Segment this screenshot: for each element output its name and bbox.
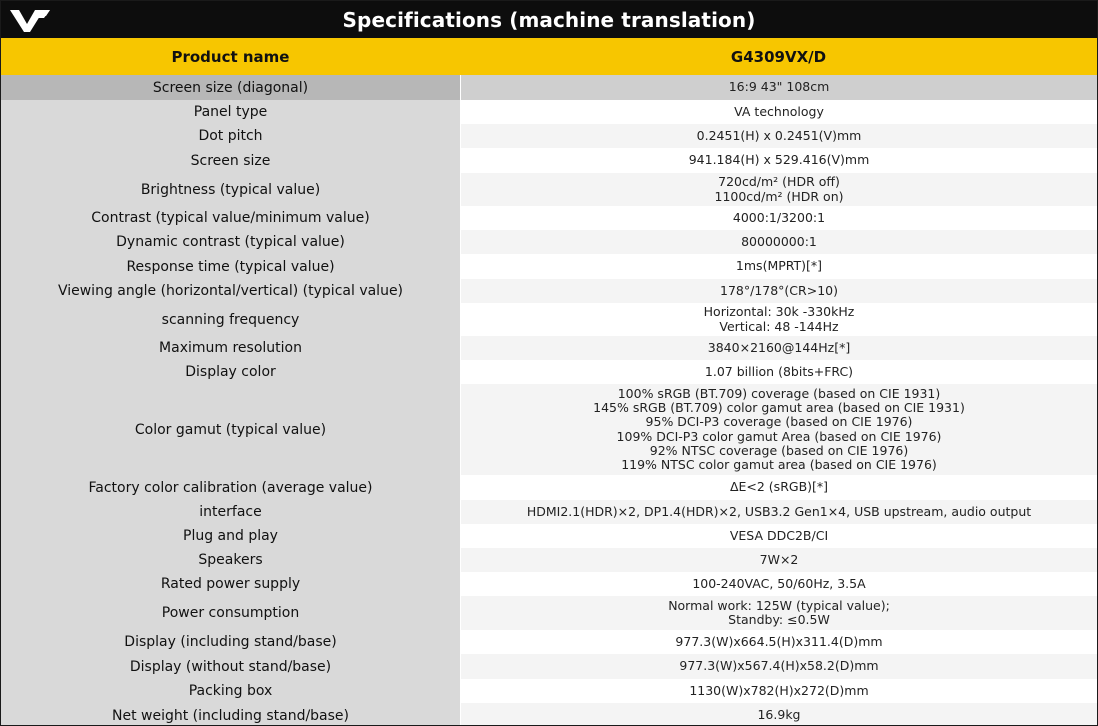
spec-value-line: 4000:1/3200:1 bbox=[732, 209, 826, 225]
spec-row bbox=[1, 303, 1097, 336]
spec-value bbox=[461, 279, 1097, 303]
spec-value-line: 178°/178°(CR>10) bbox=[720, 282, 838, 298]
spec-label: Response time (typical value) bbox=[1, 254, 461, 279]
spec-value-line: 145% sRGB (BT.709) color gamut area (based on CIE 1931) bbox=[593, 399, 965, 415]
spec-value-line: HDMI2.1(HDR)×2, DP1.4(HDR)×2, USB3.2 Gen1×4, USB upstream, audio output bbox=[526, 503, 1032, 519]
spec-value bbox=[461, 500, 1097, 524]
spec-value bbox=[461, 124, 1097, 148]
spec-row bbox=[1, 100, 1097, 124]
spec-value-line: 720cd/m² (HDR off) bbox=[718, 174, 840, 190]
spec-label: Speakers bbox=[1, 548, 461, 572]
spec-value bbox=[461, 679, 1097, 703]
spec-value-line: VA technology bbox=[734, 103, 824, 119]
spec-row bbox=[1, 384, 1097, 475]
spec-value bbox=[461, 630, 1097, 654]
spec-value-line: 100% sRGB (BT.709) coverage (based on CIE 1931) bbox=[617, 385, 941, 401]
spec-value-line: 1.07 billion (8bits+FRC) bbox=[704, 363, 854, 379]
spec-value bbox=[461, 230, 1097, 254]
spec-value-line: 1ms(MPRT)[*] bbox=[735, 258, 823, 274]
spec-value-line: 0.2451(H) x 0.2451(V)mm bbox=[696, 127, 862, 143]
spec-value bbox=[461, 100, 1097, 124]
spec-row bbox=[1, 360, 1097, 384]
spec-value bbox=[461, 703, 1097, 726]
spec-label: Rated power supply bbox=[1, 572, 461, 596]
spec-value bbox=[461, 173, 1097, 206]
product-name-value: G4309VX/D bbox=[730, 47, 827, 66]
spec-value-line: VESA DDC2B/CI bbox=[729, 527, 829, 543]
spec-table bbox=[1, 75, 1097, 726]
spec-label: Display color bbox=[1, 360, 461, 384]
spec-value bbox=[461, 254, 1097, 279]
spec-row bbox=[1, 475, 1097, 500]
spec-row bbox=[1, 124, 1097, 148]
spec-value-line: 16:9 43" 108cm bbox=[728, 79, 830, 95]
spec-value bbox=[461, 148, 1097, 173]
spec-value-line: 80000000:1 bbox=[741, 233, 817, 249]
spec-value-line: 941.184(H) x 529.416(V)mm bbox=[688, 152, 870, 168]
spec-value-line: 16.9kg bbox=[757, 707, 801, 723]
title-bar bbox=[1, 1, 1097, 38]
spec-row bbox=[1, 572, 1097, 596]
spec-value-line: 92% NTSC coverage (based on CIE 1976) bbox=[649, 442, 909, 458]
spec-value bbox=[461, 572, 1097, 596]
spec-value bbox=[461, 336, 1097, 360]
spec-value bbox=[461, 75, 1097, 100]
spec-label: Maximum resolution bbox=[1, 336, 461, 360]
page-title: Specifications (machine translation) bbox=[342, 7, 756, 32]
spec-label: Dynamic contrast (typical value) bbox=[1, 230, 461, 254]
spec-value bbox=[461, 303, 1097, 336]
spec-row bbox=[1, 230, 1097, 254]
spec-row bbox=[1, 336, 1097, 360]
spec-value-line: Vertical: 48 -144Hz bbox=[719, 318, 839, 334]
spec-row bbox=[1, 279, 1097, 303]
spec-label: interface bbox=[1, 500, 461, 524]
spec-value-line: 119% NTSC color gamut area (based on CIE 1976) bbox=[621, 457, 937, 473]
spec-value-line: 1100cd/m² (HDR on) bbox=[714, 188, 844, 204]
spec-row bbox=[1, 679, 1097, 703]
spec-value bbox=[461, 475, 1097, 500]
spec-value-line: 7W×2 bbox=[759, 551, 799, 567]
spec-label: Screen size (diagonal) bbox=[1, 75, 461, 100]
spec-label: Factory color calibration (average value) bbox=[1, 475, 461, 500]
spec-row bbox=[1, 703, 1097, 726]
spec-value-line: 3840×2160@144Hz[*] bbox=[707, 339, 851, 355]
spec-value-line: Horizontal: 30k -330kHz bbox=[703, 304, 855, 320]
spec-label: Viewing angle (horizontal/vertical) (typical value) bbox=[1, 279, 461, 303]
spec-row bbox=[1, 596, 1097, 630]
spec-value-line: 977.3(W)x664.5(H)x311.4(D)mm bbox=[675, 633, 883, 649]
spec-value bbox=[461, 360, 1097, 384]
spec-row bbox=[1, 173, 1097, 206]
spec-value-line: 109% DCI-P3 color gamut Area (based on CIE 1976) bbox=[616, 428, 942, 444]
spec-label: Display (including stand/base) bbox=[1, 630, 461, 654]
spec-value-line: Standby: ≤0.5W bbox=[728, 612, 830, 627]
spec-value bbox=[461, 596, 1097, 630]
spec-row bbox=[1, 654, 1097, 679]
product-name-row bbox=[1, 38, 1097, 75]
spec-row bbox=[1, 630, 1097, 654]
spec-row bbox=[1, 524, 1097, 548]
spec-row bbox=[1, 500, 1097, 524]
brand-logo-icon bbox=[10, 8, 50, 32]
spec-value-line: 1130(W)x782(H)x272(D)mm bbox=[689, 682, 869, 698]
spec-label: Dot pitch bbox=[1, 124, 461, 148]
spec-label: Brightness (typical value) bbox=[1, 173, 461, 206]
spec-label: Color gamut (typical value) bbox=[1, 384, 461, 475]
spec-label: Display (without stand/base) bbox=[1, 654, 461, 679]
spec-value-line: Normal work: 125W (typical value); bbox=[668, 597, 890, 613]
spec-value bbox=[461, 654, 1097, 679]
spec-label: Contrast (typical value/minimum value) bbox=[1, 206, 461, 230]
spec-row bbox=[1, 548, 1097, 572]
spec-value bbox=[461, 524, 1097, 548]
spec-value-line: 95% DCI-P3 coverage (based on CIE 1976) bbox=[645, 414, 913, 430]
spec-value bbox=[461, 384, 1097, 475]
spec-row bbox=[1, 254, 1097, 279]
product-name-label: Product name bbox=[171, 47, 290, 66]
spec-label: Net weight (including stand/base) bbox=[1, 703, 461, 726]
spec-value bbox=[461, 548, 1097, 572]
spec-row bbox=[1, 75, 1097, 100]
spec-value-line: ΔE<2 (sRGB)[*] bbox=[729, 479, 829, 495]
spec-label: Power consumption bbox=[1, 596, 461, 630]
spec-value bbox=[461, 206, 1097, 230]
spec-row bbox=[1, 206, 1097, 230]
spec-label: Plug and play bbox=[1, 524, 461, 548]
spec-row bbox=[1, 148, 1097, 173]
spec-value-line: 977.3(W)x567.4(H)x58.2(D)mm bbox=[679, 658, 879, 674]
spec-label: Screen size bbox=[1, 148, 461, 173]
spec-label: scanning frequency bbox=[1, 303, 461, 336]
spec-value-line: 100-240VAC, 50/60Hz, 3.5A bbox=[692, 575, 866, 591]
spec-label: Packing box bbox=[1, 679, 461, 703]
spec-label: Panel type bbox=[1, 100, 461, 124]
